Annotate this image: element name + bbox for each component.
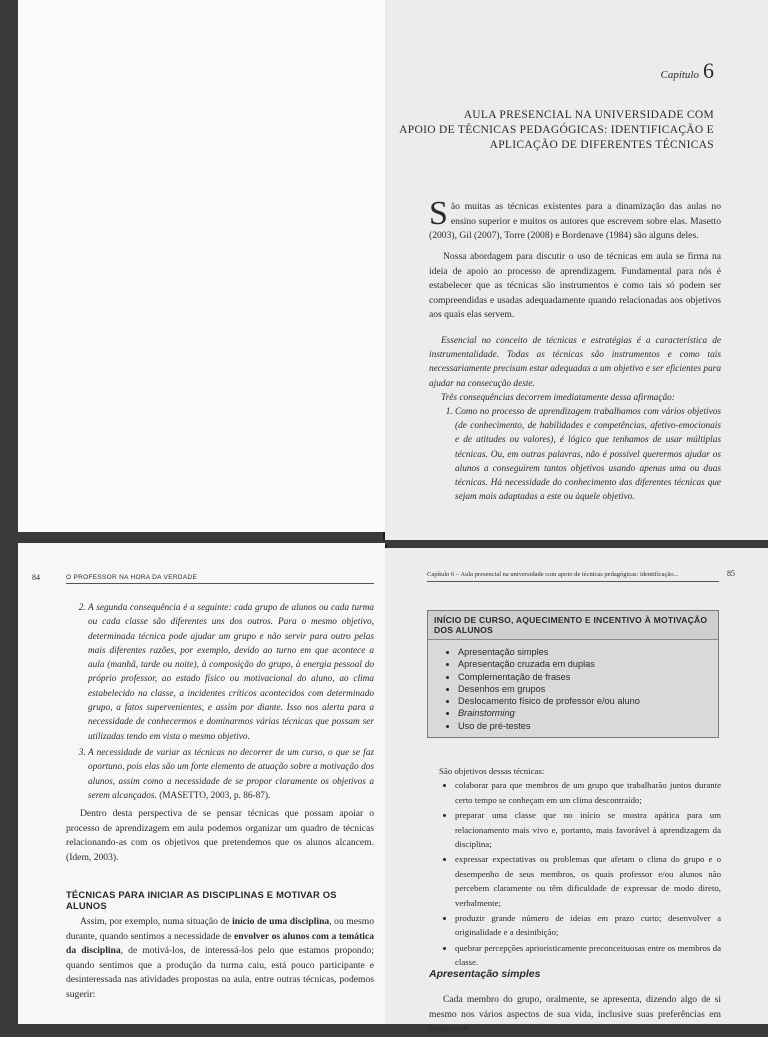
- page-number: 85: [727, 569, 735, 578]
- technique-list: [458, 646, 718, 732]
- text-run: , de motivá-los, de interessá-los pelo que estamos propondo; quando sentimos que a produção da turma caiu, está pouco participante e desinteressada nas atividades propostas na aula, entre outras técnicas, podemos sugerir:: [66, 945, 374, 1000]
- quote-text: Essencial no conceito de técnicas e estratégias é a característica de instrumentalidade. Todas as técnicas são instrumentos e como tais necessariamente precisam estar adequadas a um objetivo e ser eficientes para ajudar na consecução deste.: [429, 336, 721, 389]
- running-head: O PROFESSOR NA HORA DA VERDADE: [66, 574, 198, 581]
- list-item: • Deslocamento físico de professor e/ou aluno: [458, 695, 718, 707]
- quote-intro: Três consequências decorrem imediatamente dessa afirmação:: [441, 392, 675, 403]
- list-item: • Apresentação cruzada em duplas: [458, 658, 718, 670]
- consequence-list: [429, 405, 721, 504]
- consequence-list: [66, 601, 374, 803]
- list-item: • Desenhos em grupos: [458, 683, 718, 695]
- subheading: Apresentação simples: [429, 968, 541, 980]
- list-item: 1. Como no processo de aprendizagem trabalhamos com vários objetivos (de conhecimento, de habilidades e competências, afetivo-emocionais e de atitudes ou valores), é lógico que tenhamos de usar múltiplas técnicas. Ou, em outras palavras, não é possível querermos ajudar os alunos a conseguirem tantos objetivos usando apenas uma ou duas técnicas. Há necessidade do conhecimento das diferentes técnicas que sejam mais adaptadas a este ou àquele objetivo.: [455, 405, 721, 504]
- list-item: • preparar uma classe que no início se mostra apática para um relacionamento mais vivo e, portanto, mais favorável à aprendizagem da disciplina;: [455, 808, 721, 851]
- chapter-label: Capítulo: [660, 69, 699, 81]
- bold-run: início de uma disciplina: [232, 916, 330, 927]
- intro-paragraph: [429, 195, 721, 244]
- list-item: • Apresentação simples: [458, 646, 718, 658]
- presentation-paragraph: Cada membro do grupo, oralmente, se apresenta, dizendo algo de si mesmo nos vários aspectos de sua vida, inclusive suas preferências em momentos: [429, 994, 721, 1035]
- citation: (MASETTO, 2003, p. 86-87).: [159, 790, 271, 801]
- list-item: • Complementação de frases: [458, 671, 718, 683]
- text-run: , ou mesmo durante, quando sentimos a necessidade de: [66, 916, 374, 942]
- header-rule: [66, 583, 374, 584]
- list-item: • colaborar para que membros de um grupo que trabalharão juntos durante certo tempo se conheçam em um clima descontraído;: [455, 778, 721, 807]
- list-item: • quebrar percepções aprioristicamente preconceituosas entre os membros da classe.: [455, 941, 721, 970]
- chapter-heading: [660, 58, 714, 84]
- list-item: • expressar expectativas ou problemas que afetam o clima do grupo e o desempenho de seus membros, os quais professor e/ou alunos não percebem claramente ou têm dificuldade de expressar de modo direto, verbalmente;: [455, 852, 721, 910]
- section-heading: TÉCNICAS PARA INICIAR AS DISCIPLINAS E MOTIVAR OS ALUNOS: [66, 889, 337, 911]
- chapter-opening-page: [385, 0, 768, 540]
- drop-cap: S: [429, 195, 448, 232]
- item-text: A necessidade de variar as técnicas no decorrer de um curso, o que se faz oportuno, pois elas são um forte elemento de atuação sobre a motivação dos alunos, assim como a necessidade de se propor claramente os objetivos a serem alcançados.: [88, 747, 374, 801]
- objectives-section: [439, 764, 721, 971]
- list-item: [88, 746, 374, 803]
- techniques-box: [427, 610, 719, 738]
- box-title: INÍCIO DE CURSO, AQUECIMENTO E INCENTIVO À MOTIVAÇÃO DOS ALUNOS: [428, 611, 718, 640]
- list-item: • produzir grande número de ideias em prazo curto; desenvolver a originalidade e a desinibição;: [455, 911, 721, 940]
- chapter-title-line: APOIO DE TÉCNICAS PEDAGÓGICAS: IDENTIFICAÇÃO E: [399, 124, 714, 136]
- page-85: [385, 548, 768, 1035]
- chapter-title: [394, 108, 714, 153]
- chapter-number: 6: [703, 58, 714, 83]
- text-run: Assim, por exemplo, numa situação de: [80, 916, 233, 927]
- page-number: 84: [32, 573, 40, 582]
- list-item: • Brainstorming: [458, 707, 718, 719]
- list-item: 2. A segunda consequência é a seguinte: cada grupo de alunos ou cada turma ou cada classe são diferentes uns dos outros. Para o mesmo objetivo, determinada técnica pode ajudar um grupo e não servir para outro pelas mais diferentes razões, por exemplo, devido ao turno em que acontece a aula (manhã, tarde ou noite), à composição do grupo, à energia pessoal do próprio professor, ao estado físico ou motivacional do aluno, ao clima estabelecido na classe, a incidentes críticos acontecidos com determinado grupo, a fatos supervenientes, e assim por diante. Isso nos alerta para a necessidade de conhecermos e dominarmos várias técnicas que possam ser utilizadas tendo em vista o mesmo objetivo.: [88, 601, 374, 744]
- objectives-intro: São objetivos dessas técnicas:: [439, 766, 545, 776]
- list-item: • Uso de pré-testes: [458, 720, 718, 732]
- header-rule: [427, 581, 719, 582]
- approach-paragraph: Nossa abordagem para discutir o uso de técnicas em aula se firma na ideia de apoio ao processo de aprendizagem. Fundamental para nós é estabelecer que as técnicas são instrumentos e como tais só podem ser compreendidas e usadas adequadamente quando relacionadas aos objetivos aos quais elas servem.: [429, 251, 721, 321]
- running-head: Capítulo 6 – Aula presencial na universidade com apoio de técnicas pedagógicas: identificação...: [427, 571, 679, 578]
- intro-text: ão muitas as técnicas existentes para a dinamização das aulas no ensino superior e muitos os autores que escrevem sobre elas. Masetto (2003), Gil (2007), Torre (2008) e Bordenave (1984) são alguns deles.: [429, 201, 721, 242]
- perspective-paragraph: Dentro desta perspectiva de se pensar técnicas que possam apoiar o processo de aprendizagem em aula podemos organizar um quadro de técnicas relacionando-as com os objetivos que pretendemos que os alunos alcancem. (Idem, 2003).: [66, 808, 374, 863]
- block-quote: [429, 334, 721, 506]
- bold-run: envolver os alunos com a temática da disciplina: [66, 930, 374, 957]
- consequence-list-continued: [66, 601, 374, 805]
- chapter-title-line: AULA PRESENCIAL NA UNIVERSIDADE COM: [463, 109, 714, 121]
- blank-page: [18, 0, 385, 532]
- example-paragraph: [66, 915, 374, 1003]
- objectives-list: [439, 778, 721, 969]
- page-84: [18, 543, 385, 1024]
- chapter-title-line: APLICAÇÃO DE DIFERENTES TÉCNICAS: [489, 139, 714, 151]
